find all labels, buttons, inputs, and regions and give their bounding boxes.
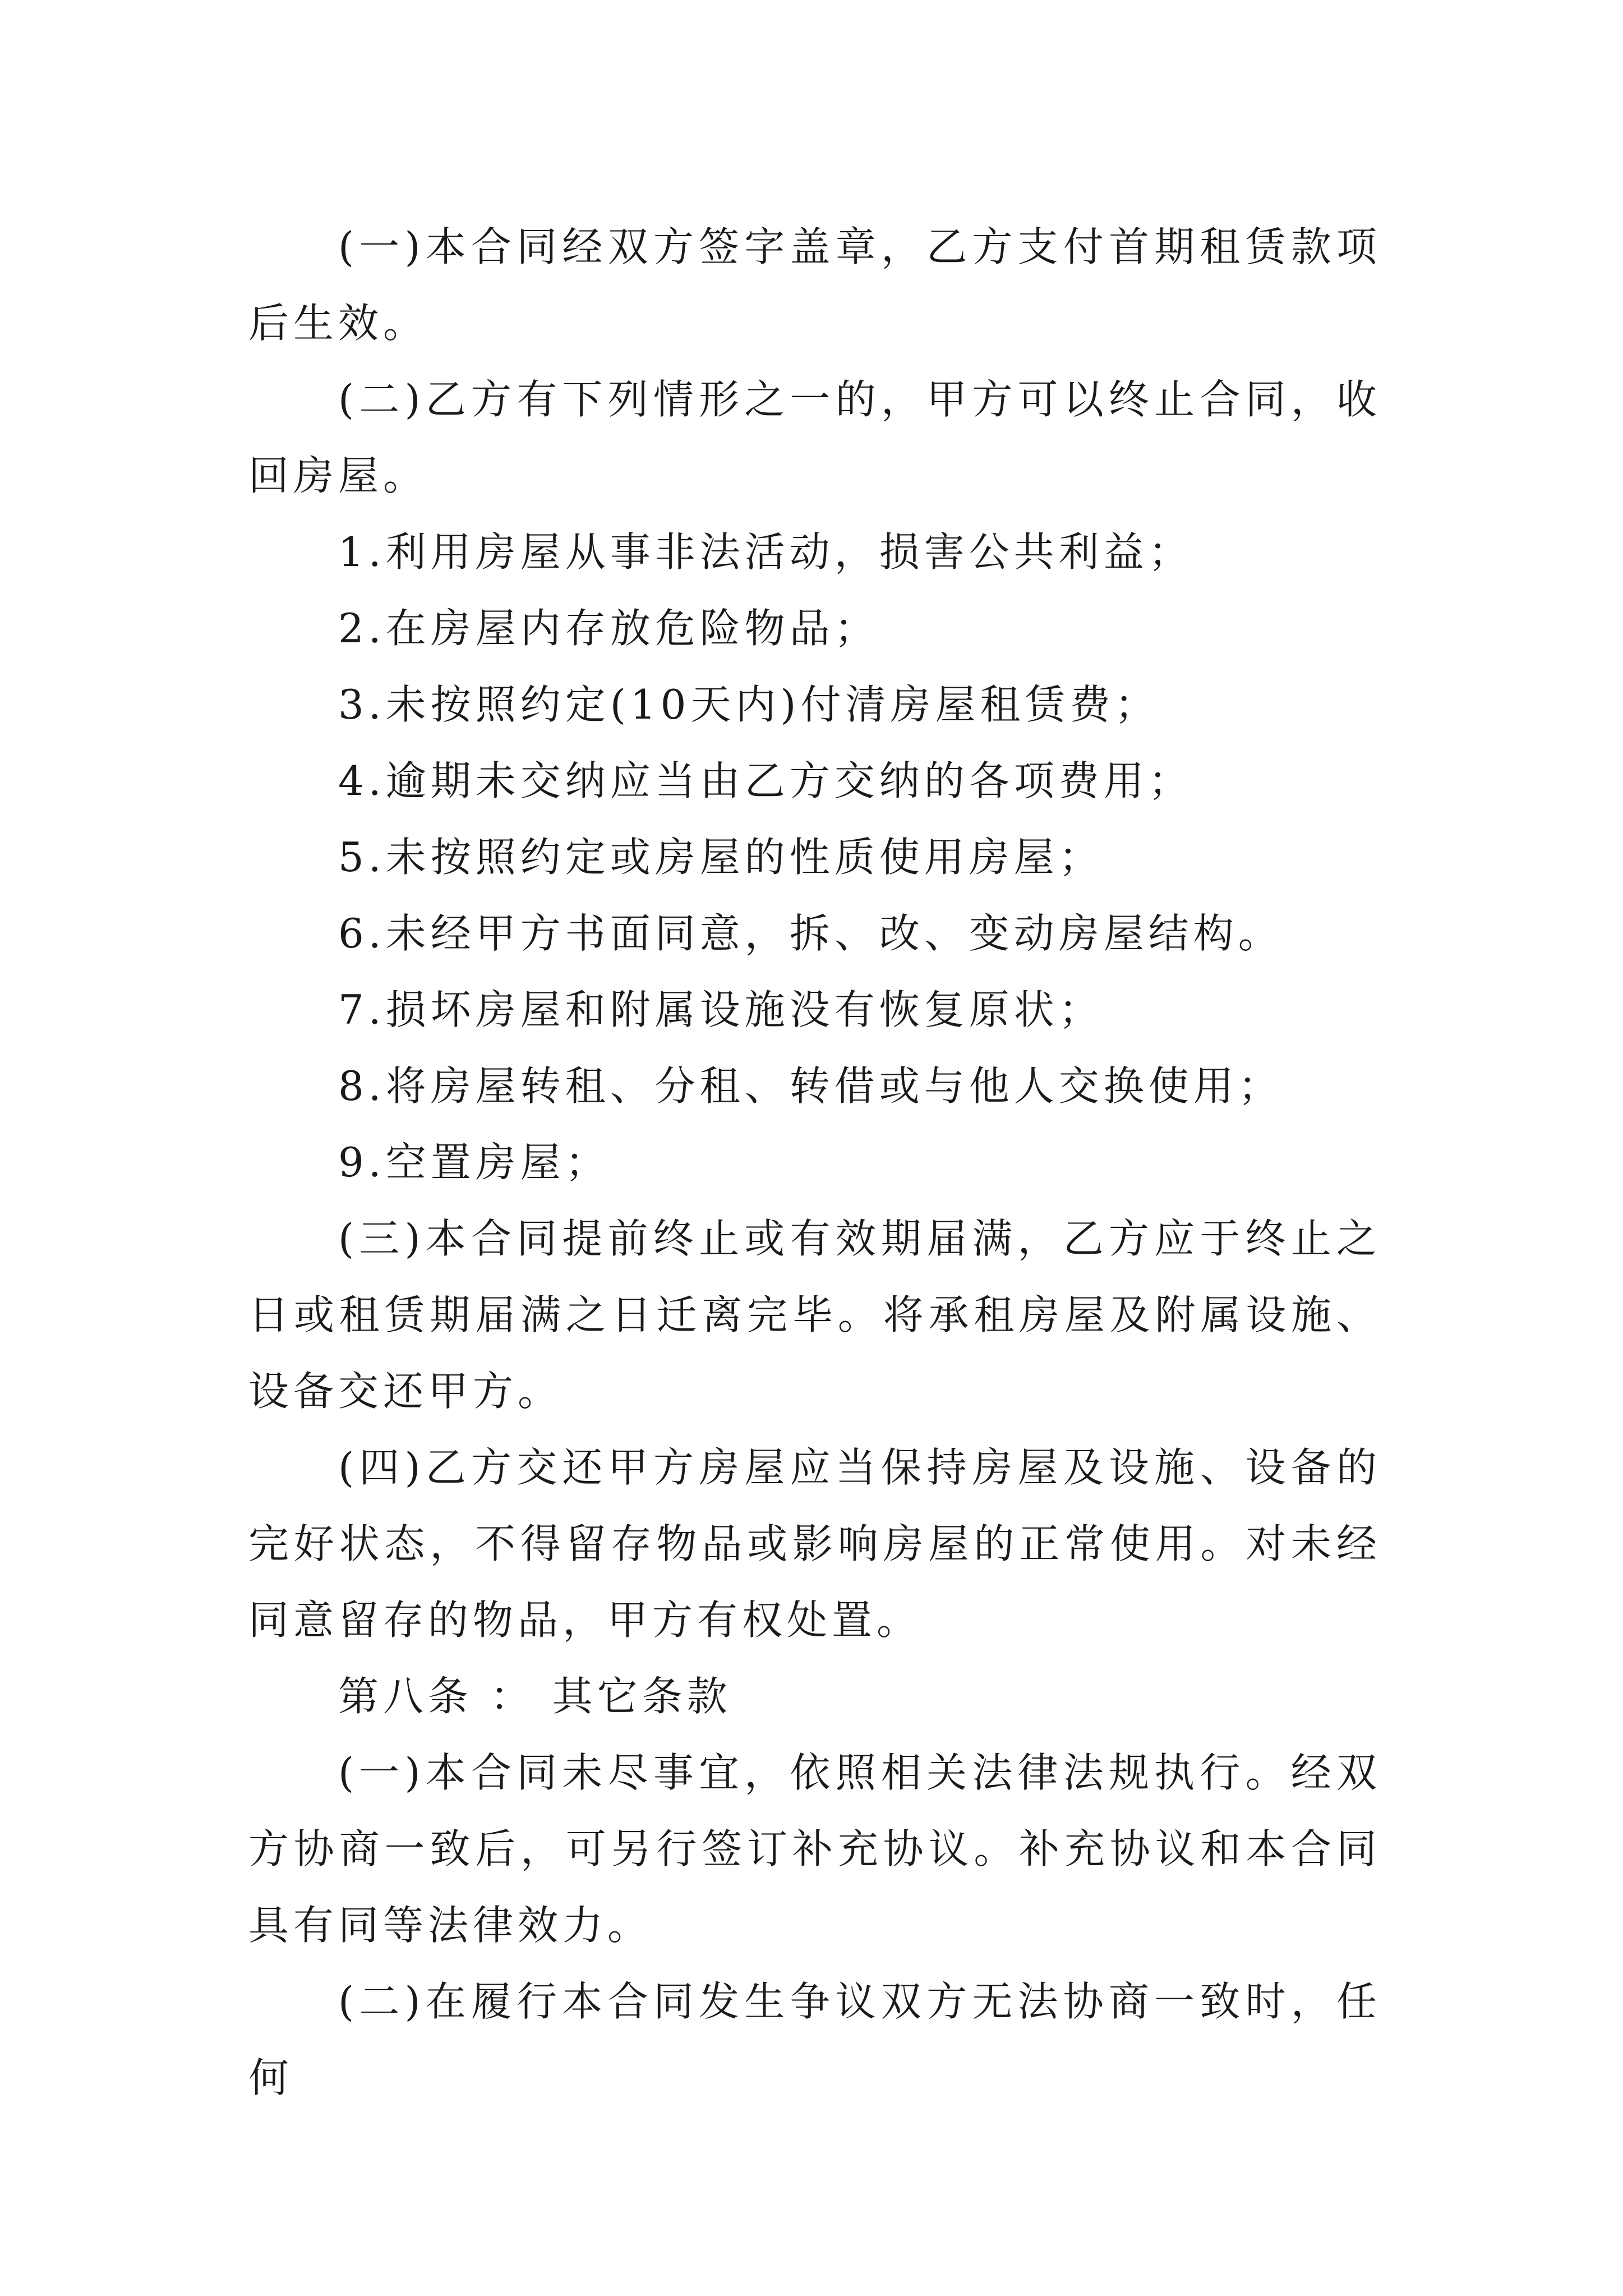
clause-1-effect: (一)本合同经双方签字盖章，乙方支付首期租赁款项后生效。 [248,223,1381,347]
article-8-clause-1: (一)本合同未尽事宜，依照相关法律法规执行。经双方协商一致后，可另行签订补充协议。补充协议和本合同具有同等法律效力。 [248,1749,1381,1949]
clause-2-termination: (二)乙方有下列情形之一的，甲方可以终止合同，收回房屋。 [248,376,1381,499]
clause-4-return: (四)乙方交还甲方房屋应当保持房屋及设施、设备的完好状态，不得留存物品或影响房屋的正常使用。对未经同意留存的物品，甲方有权处置。 [248,1444,1381,1644]
list-item-6: 6.未经甲方书面同意，拆、改、变动房屋结构。 [338,910,1283,957]
list-item-9: 9.空置房屋； [338,1139,610,1186]
list-item-5: 5.未按照约定或房屋的性质使用房屋； [338,834,1104,881]
document-body [248,209,1381,2116]
list-item-2: 2.在房屋内存放危险物品； [338,605,879,652]
list-item-4: 4.逾期未交纳应当由乙方交纳的各项费用； [338,757,1193,804]
article-8-heading: 第八条 ： 其它条款 [338,1673,732,1720]
list-item-8: 8.将房屋转租、分租、转借或与他人交换使用； [338,1062,1283,1110]
list-item-3: 3.未按照约定(10天内)付清房屋租赁费； [338,681,1160,728]
list-item-7: 7.损坏房屋和附属设施没有恢复原状； [338,986,1104,1033]
clause-3-expiry: (三)本合同提前终止或有效期届满，乙方应于终止之日或租赁期届满之日迁离完毕。将承租房屋及附属设施、设备交还甲方。 [248,1215,1381,1415]
article-8-clause-2: (二)在履行本合同发生争议双方无法协商一致时，任何 [248,1978,1381,2101]
list-item-1: 1.利用房屋从事非法活动，损害公共利益； [338,528,1193,576]
